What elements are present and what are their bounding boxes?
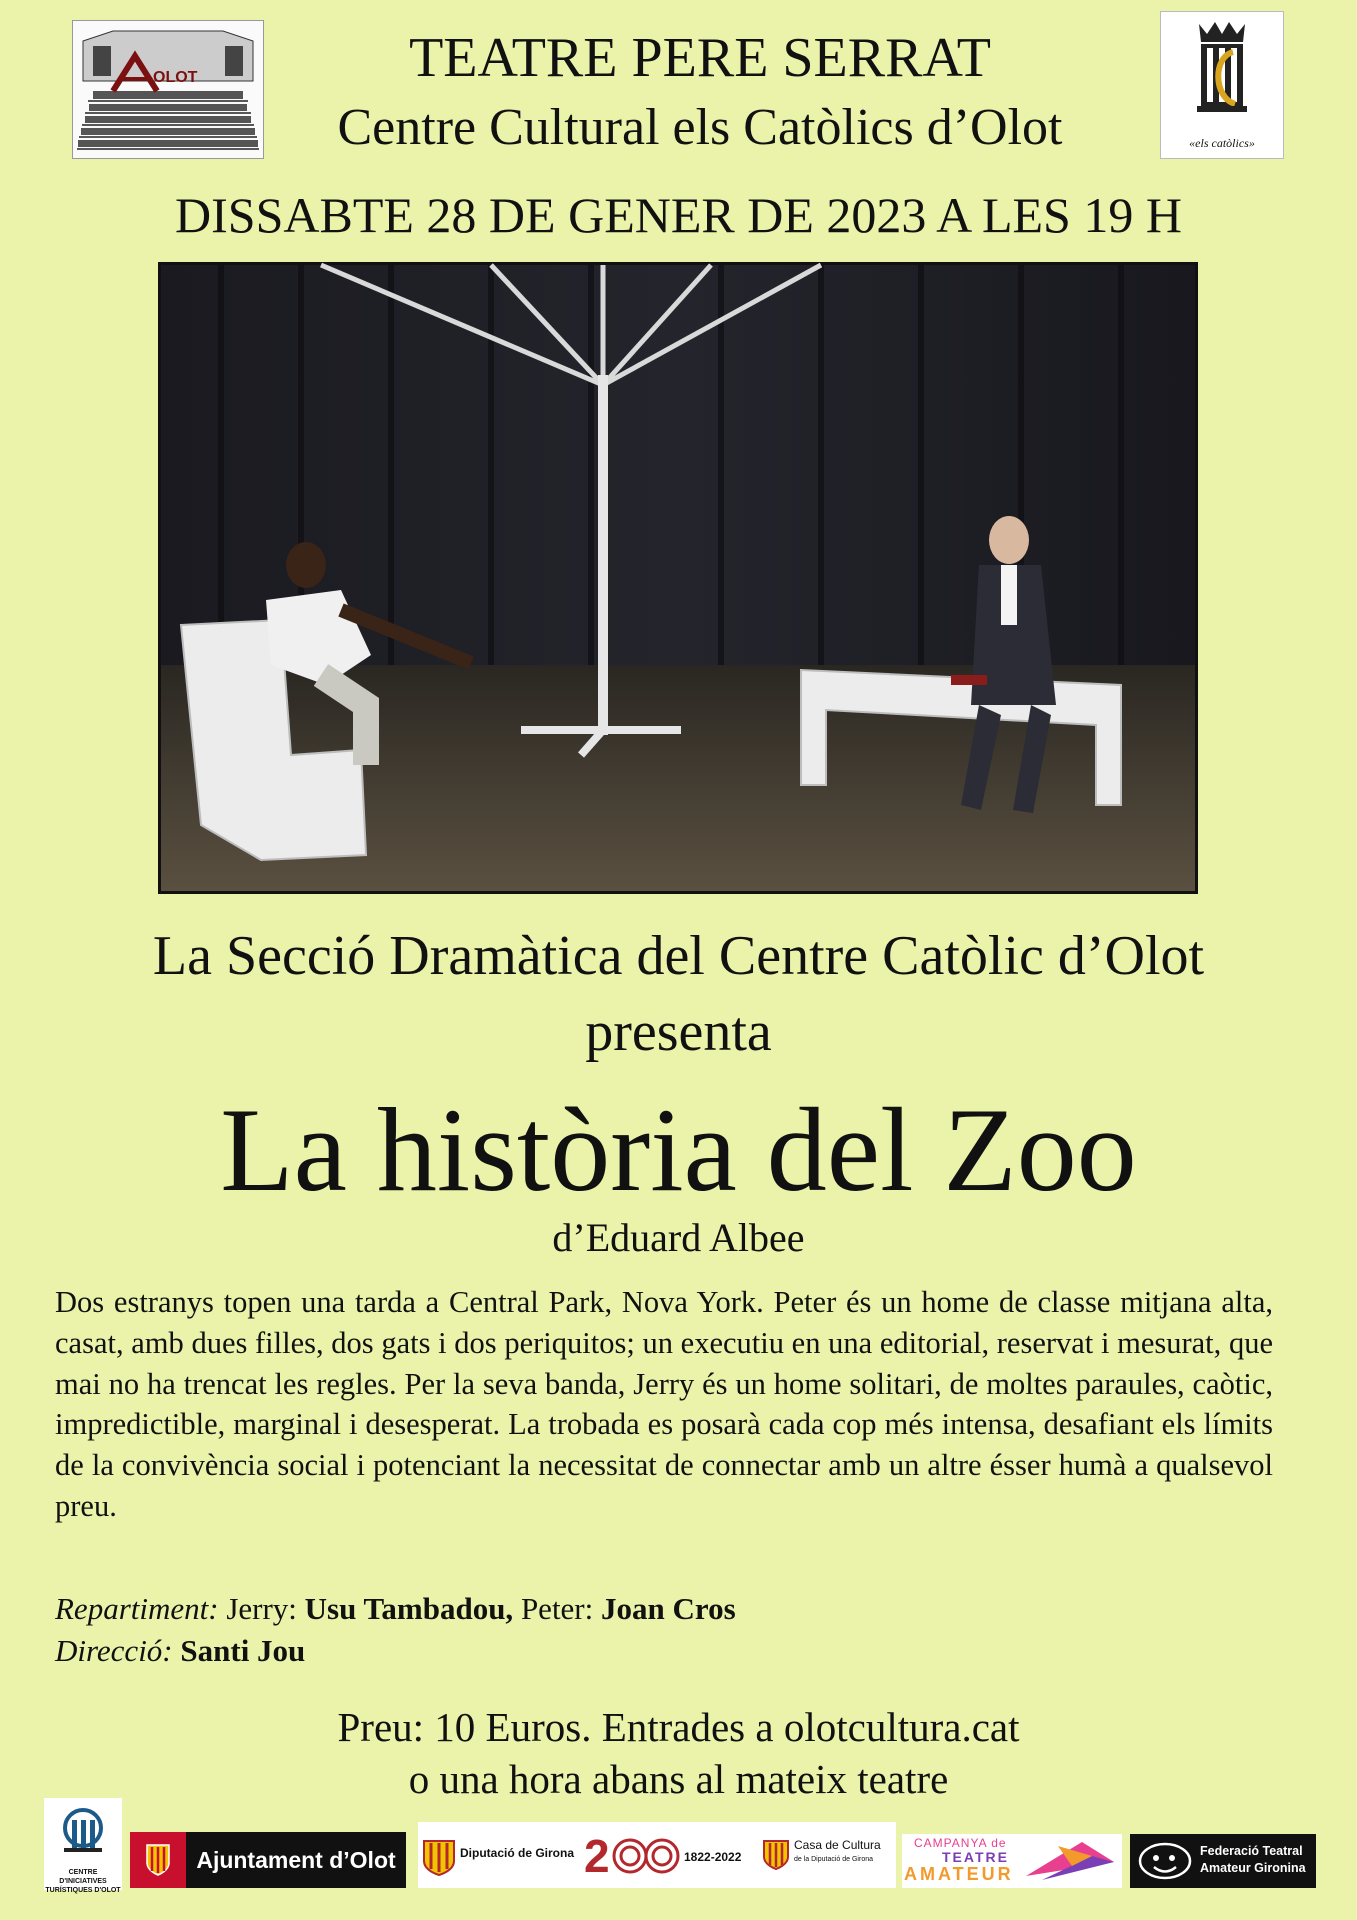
play-synopsis: Dos estranys topen una tarda a Central Park, Nova York. Peter és un home de classe mitjana alta, casat, amb dues filles, dos gats i dos periquitos; un executiu en una editorial, reservat i mesurat, que mai no ha trencat les regles. Per la seva banda, Jerry és un home solitari, de moltes paraules, caòtic, impredictible, marginal i desesperat. La trobada es posarà cada cop més intensa, desafiant els límits de la convivència social i potenciant la necessitat de connectar amb un altre ésser humà a qualsevol preu. xyxy=(55,1285,1273,1523)
stage-photo xyxy=(158,262,1198,894)
theatre-subtitle: Centre Cultural els Catòlics d’Olot xyxy=(337,99,1063,156)
ajuntament-logo-text: Ajuntament d’Olot xyxy=(186,1832,406,1888)
company-name: La Secció Dramàtica del Centre Catòlic d’Olot xyxy=(152,925,1205,987)
federacio-teatral-logo xyxy=(1130,1834,1316,1888)
teatre-text: TEATRE xyxy=(942,1849,1009,1865)
colorful-arrow-icon xyxy=(1022,1836,1118,1886)
actor-peter: Joan Cros xyxy=(601,1591,736,1626)
anniversary-years: 1822-2022 xyxy=(684,1850,742,1864)
theatre-mask-icon xyxy=(1136,1840,1194,1882)
play-title: La història del Zoo xyxy=(220,1083,1137,1216)
director-name: Santi Jou xyxy=(180,1633,306,1668)
catolics-logo-text: «els catòlics» xyxy=(1189,136,1255,150)
ajuntament-shield-icon xyxy=(130,1832,186,1888)
event-date: DISSABTE 28 DE GENER DE 2023 A LES 19 H xyxy=(175,187,1182,243)
casa-cultura-shield-icon xyxy=(762,1839,790,1871)
campanya-teatre-amateur-logo xyxy=(902,1834,1122,1888)
direction-line xyxy=(55,1630,1273,1672)
casa-cultura-subtext: de la Diputació de Girona xyxy=(794,1856,873,1863)
olot-logo-text: OLOT xyxy=(153,69,198,86)
direction-label: Direcció: xyxy=(55,1633,173,1668)
campanya-text: CAMPANYA de xyxy=(914,1836,1007,1850)
role-peter: Peter: xyxy=(520,1591,594,1626)
price-info-secondary: o una hora abans al mateix teatre xyxy=(408,1756,949,1802)
diputacio-shield-icon xyxy=(422,1839,456,1877)
role-jerry: Jerry: xyxy=(226,1591,297,1626)
ajuntament-olot-logo xyxy=(130,1832,406,1888)
diputacio-girona-logo xyxy=(418,1822,896,1888)
casa-cultura-text: Casa de Cultura xyxy=(794,1838,881,1852)
federacio-text: Federació Teatral xyxy=(1200,1844,1303,1858)
theatre-name: TEATRE PERE SERRAT xyxy=(409,27,991,89)
bicentenary-200-icon xyxy=(584,1828,680,1884)
cit-olot-logo xyxy=(44,1798,122,1894)
amateur-text: AMATEUR xyxy=(904,1864,1014,1884)
cast-block xyxy=(55,1588,1273,1672)
cast-line xyxy=(55,1588,1273,1630)
els-catolics-logo xyxy=(1160,11,1284,159)
cit-logo-text: CENTRE D'INICIATIVES TURÍSTIQUES D'OLOT xyxy=(45,1869,121,1894)
price-info: Preu: 10 Euros. Entrades a olotcultura.cat xyxy=(337,1704,1020,1750)
svg-text:2: 2 xyxy=(584,1830,610,1882)
diputacio-logo-text: Diputació de Girona xyxy=(460,1846,575,1860)
stage-scene-illustration xyxy=(161,265,1195,891)
cit-emblem-icon xyxy=(44,1798,122,1868)
federacio-subtext: Amateur Gironina xyxy=(1200,1861,1306,1875)
presents-text: presenta xyxy=(585,1001,772,1063)
theatre-seats-icon xyxy=(73,21,263,158)
olot-theatre-logo xyxy=(72,20,264,159)
actor-jerry: Usu Tambadou, xyxy=(304,1591,514,1626)
cast-label: Repartiment: xyxy=(55,1591,219,1626)
play-author: d’Eduard Albee xyxy=(552,1215,805,1260)
